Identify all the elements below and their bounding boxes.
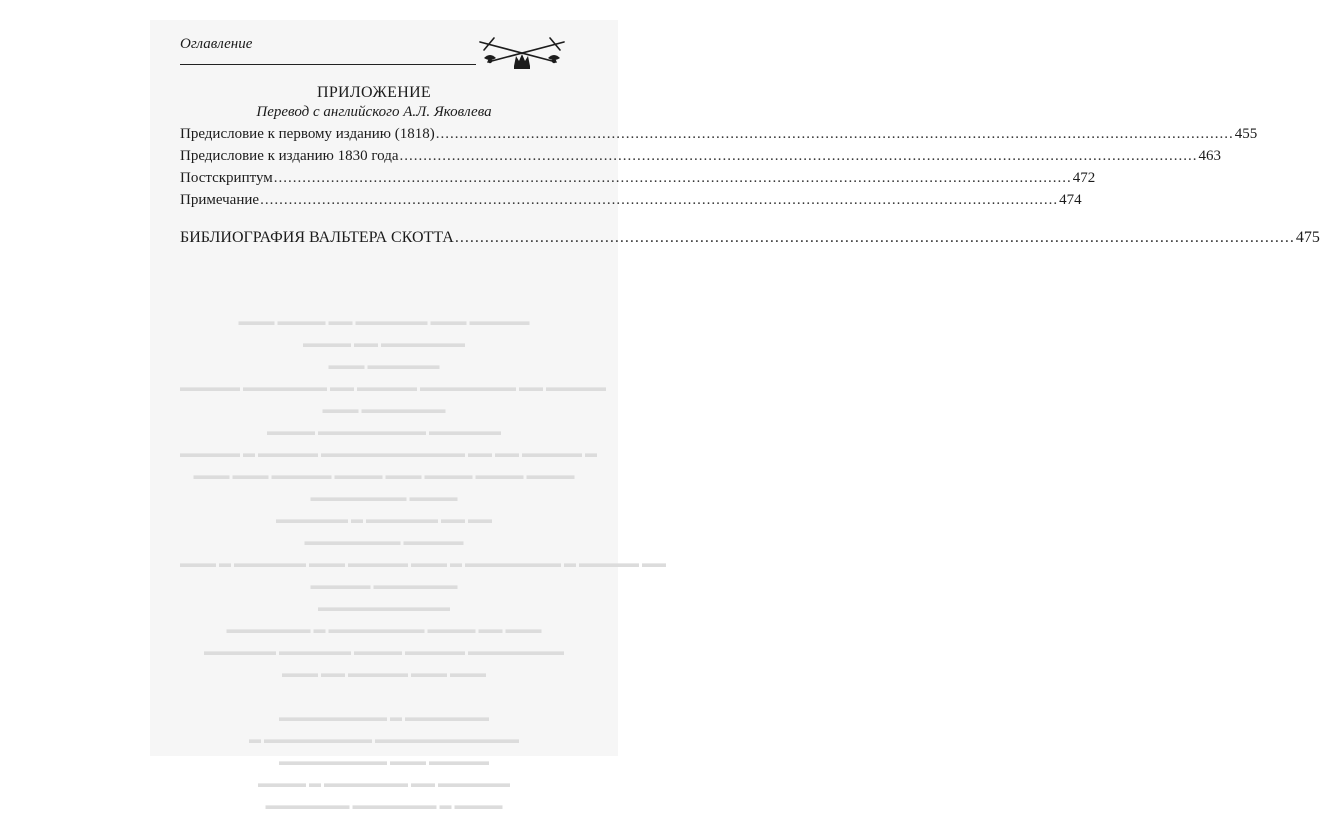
header-rule	[180, 64, 476, 65]
toc-leader-dots	[260, 192, 1058, 209]
toc-entry	[180, 192, 1082, 209]
toc-entry-label: Постскриптум	[180, 170, 273, 186]
toc-entry-page: 455	[1234, 126, 1258, 142]
toc-entry-label: Предисловие к изданию 1830 года	[180, 148, 399, 164]
bleed-through-text: ▬▬▬ ▬▬▬▬ ▬▬ ▬▬▬▬▬▬ ▬▬▬ ▬▬▬▬▬ ▬▬▬▬ ▬▬ ▬▬▬▬▬▬▬ ▬▬▬ ▬▬▬▬▬▬ ▬▬▬▬▬ ▬▬▬▬▬▬▬ ▬▬ ▬▬▬▬▬ ▬▬▬▬▬▬▬▬ ▬▬ ▬▬▬▬▬ ▬▬▬ ▬▬▬▬▬▬▬ ▬▬▬▬ ▬▬▬▬▬▬▬▬▬ ▬▬▬▬▬▬ ▬▬▬▬▬ ▬ ▬▬▬▬▬ ▬▬▬▬▬▬▬▬▬▬▬▬ ▬▬ ▬▬ ▬▬▬▬▬ ▬ ▬▬▬ ▬▬▬ ▬▬▬▬▬ ▬▬▬▬ ▬▬▬ ▬▬▬▬ ▬▬▬▬ ▬▬▬▬ ▬▬▬▬▬▬▬▬ ▬▬▬▬ ▬▬▬▬▬▬ ▬ ▬▬▬▬▬▬ ▬▬ ▬▬ ▬▬▬▬▬▬▬▬ ▬▬▬▬▬ ▬▬▬ ▬ ▬▬▬▬▬▬ ▬▬▬ ▬▬▬▬▬ ▬▬▬ ▬ ▬▬▬▬▬▬▬▬ ▬ ▬▬▬▬▬ ▬▬ ▬▬▬▬▬ ▬▬▬▬▬▬▬ ▬▬▬▬▬▬▬▬▬▬▬ ▬▬▬▬▬▬▬ ▬ ▬▬▬▬▬▬▬▬ ▬▬▬▬ ▬▬ ▬▬▬ ▬▬▬▬▬▬ ▬▬▬▬▬▬ ▬▬▬▬ ▬▬▬▬▬ ▬▬▬▬▬▬▬▬ ▬▬▬ ▬▬ ▬▬▬▬▬ ▬▬▬ ▬▬▬ ▬▬▬▬▬▬▬▬▬ ▬ ▬▬▬▬▬▬▬ ▬ ▬▬▬▬▬▬▬▬▬ ▬▬▬▬▬▬▬▬▬▬▬▬ ▬▬▬▬▬▬▬▬▬ ▬▬▬ ▬▬▬▬▬ ▬▬▬▬ ▬ ▬▬▬▬▬▬▬ ▬▬ ▬▬▬▬▬▬ ▬▬▬▬▬▬▬ ▬▬▬▬▬▬▬ ▬ ▬▬▬▬	[180, 314, 666, 812]
toc-entry-page: 463	[1198, 148, 1222, 164]
toc-entry	[180, 126, 1258, 143]
toc-entry	[180, 148, 1222, 165]
section-subtitle: Перевод с английского А.Л. Яковлева	[256, 104, 492, 120]
toc-entry-label: Примечание	[180, 192, 260, 208]
toc-leader-dots	[455, 229, 1295, 247]
toc-entry-page: 474	[1059, 192, 1082, 208]
bibliography-entry	[180, 229, 1320, 247]
section-title: ПРИЛОЖЕНИЕ	[316, 84, 431, 101]
bibliography-page: 475	[1295, 229, 1320, 246]
running-head: Оглавление	[180, 36, 253, 52]
toc-leader-dots	[274, 170, 1072, 187]
toc-entry-page: 472	[1072, 170, 1096, 186]
bibliography-label: БИБЛИОГРАФИЯ ВАЛЬТЕРА СКОТТА	[180, 229, 454, 246]
toc-entry-label: Предисловие к первому изданию (1818)	[180, 126, 435, 142]
toc-leader-dots	[436, 126, 1234, 143]
toc-entry	[180, 170, 1096, 187]
crossed-swords-crown-emblem-icon	[476, 36, 568, 70]
toc-leader-dots	[400, 148, 1198, 165]
